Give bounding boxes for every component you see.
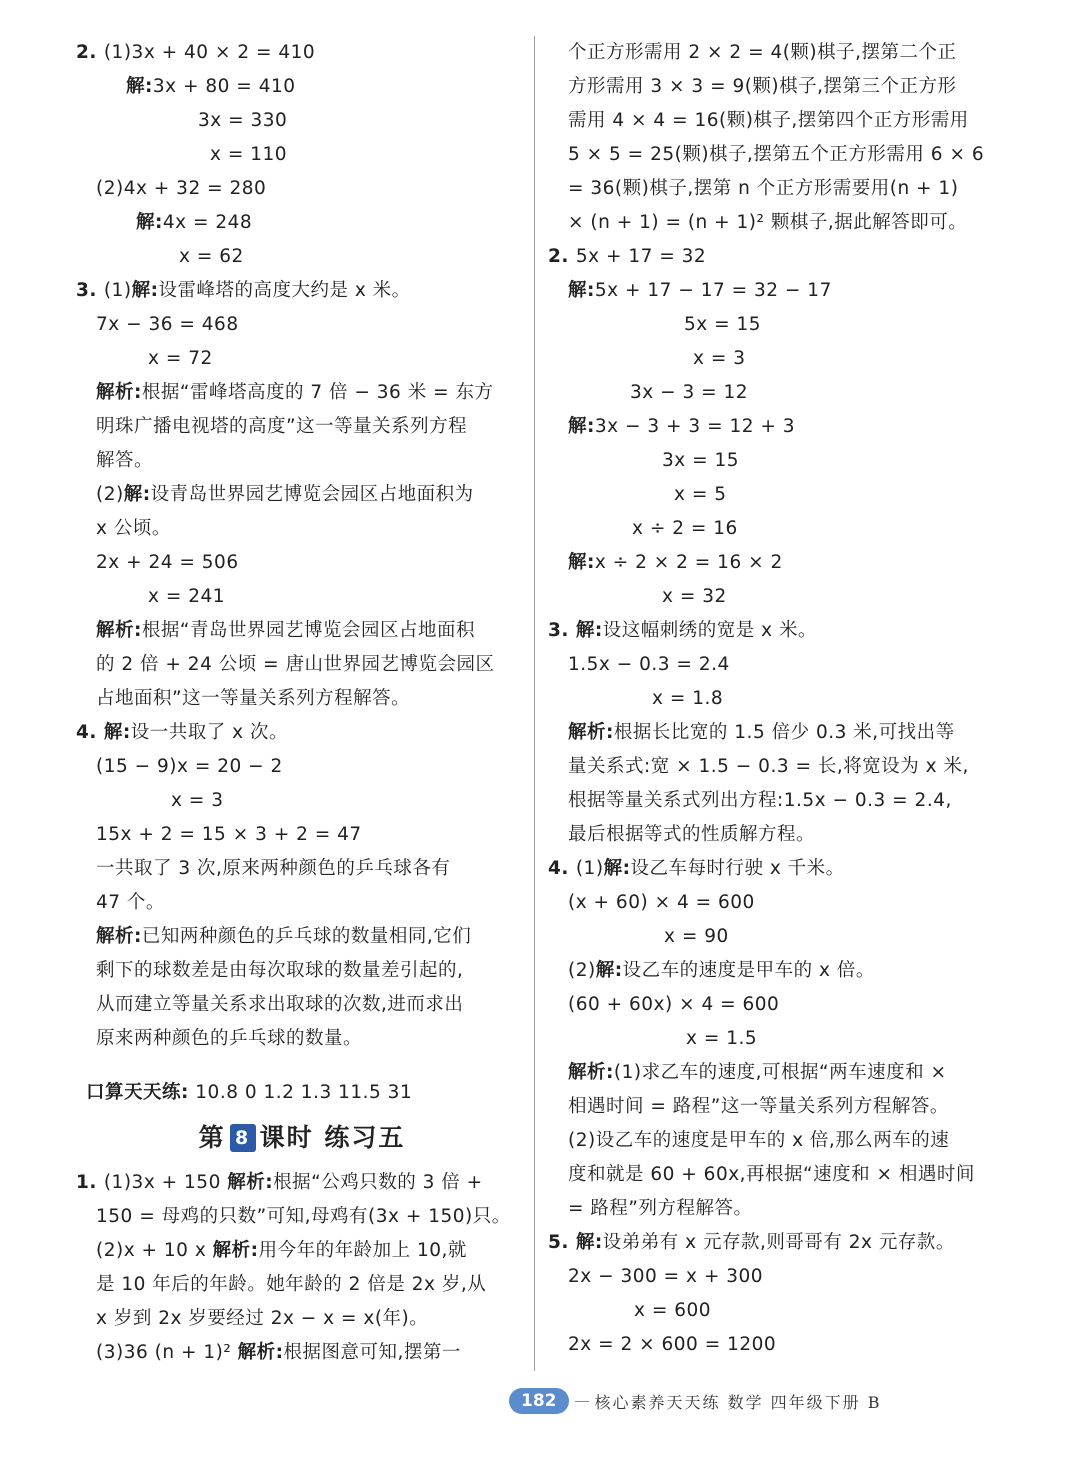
text-line xyxy=(76,682,528,716)
column-divider xyxy=(534,36,535,1371)
line-text: 设青岛世界园艺博览会园区占地面积为 xyxy=(150,484,474,505)
line-text: x = 90 xyxy=(664,926,729,947)
line-text: (1) xyxy=(575,858,604,879)
text-line xyxy=(76,1234,528,1268)
lesson-title: 课时 练习五 xyxy=(259,1123,406,1152)
line-text: x 岁到 2x 岁要经过 2x − x = x(年)。 xyxy=(96,1308,429,1329)
line-text: 设这幅刺绣的宽是 x 米。 xyxy=(602,620,817,641)
text-line xyxy=(76,478,528,512)
line-label: 4. xyxy=(76,722,104,743)
text-line xyxy=(548,1090,996,1124)
line-text: 量关系式:宽 × 1.5 − 0.3 = 长,将宽设为 x 米, xyxy=(568,756,969,777)
line-text: 5x + 17 = 32 xyxy=(575,246,707,267)
text-line xyxy=(548,138,996,172)
line-text: 根据等量关系式列出方程:1.5x − 0.3 = 2.4, xyxy=(568,790,952,811)
line-text: 5 × 5 = 25(颗)棋子,摆第五个正方形需用 6 × 6 xyxy=(568,144,985,165)
line-text: 个正方形需用 2 × 2 = 4(颗)棋子,摆第二个正 xyxy=(568,42,957,63)
text-line xyxy=(548,648,996,682)
line-text: 用今年的年龄加上 10,就 xyxy=(258,1240,467,1261)
text-line xyxy=(76,954,528,988)
text-line xyxy=(76,138,528,172)
text-line xyxy=(76,614,528,648)
line-text: 2x + 24 = 506 xyxy=(96,552,239,573)
text-line xyxy=(76,1336,528,1370)
line-label: 1. xyxy=(76,1172,104,1193)
text-line xyxy=(548,444,996,478)
text-line xyxy=(548,240,996,274)
text-line xyxy=(76,206,528,240)
text-line xyxy=(76,444,528,478)
line-text: 3x = 330 xyxy=(198,110,288,131)
line-label: 解: xyxy=(136,212,163,233)
text-line xyxy=(548,920,996,954)
text-line xyxy=(548,682,996,716)
text-line xyxy=(76,308,528,342)
line-label: 解: xyxy=(103,722,131,743)
line-text: 3x = 15 xyxy=(662,450,740,471)
line-text: 7x − 36 = 468 xyxy=(96,314,239,335)
line-text: 5x + 17 − 17 = 32 − 17 xyxy=(594,280,832,301)
footer-separator xyxy=(575,1401,589,1402)
page-footer xyxy=(509,1387,882,1415)
line-label: 3. xyxy=(76,280,104,301)
line-text: 设弟弟有 x 元存款,则哥哥有 2x 元存款。 xyxy=(602,1232,955,1253)
text-line xyxy=(76,988,528,1022)
line-text: x ÷ 2 = 16 xyxy=(632,518,738,539)
line-text: 2x = 2 × 600 = 1200 xyxy=(568,1334,777,1355)
line-label: 解: xyxy=(131,280,159,301)
text-line xyxy=(548,1124,996,1158)
line-text: (2)设乙车的速度是甲车的 x 倍,那么两车的速 xyxy=(568,1130,950,1151)
line-text: 方形需用 3 × 3 = 9(颗)棋子,摆第三个正方形 xyxy=(568,76,957,97)
line-text: x = 62 xyxy=(179,246,244,267)
line-text: 5x = 15 xyxy=(684,314,762,335)
line-label: 解析: xyxy=(212,1240,259,1261)
text-line xyxy=(548,104,996,138)
line-text: 已知两种颜色的乒乓球的数量相同,它们 xyxy=(141,926,472,947)
text-line xyxy=(548,308,996,342)
text-line xyxy=(76,852,528,886)
line-label: 解: xyxy=(595,960,623,981)
page-number: 182 xyxy=(509,1388,569,1414)
line-label: 解: xyxy=(126,76,153,97)
text-line xyxy=(548,1192,996,1226)
line-text: (2)x + 10 x xyxy=(96,1240,213,1261)
line-text: 设雷峰塔的高度大约是 x 米。 xyxy=(158,280,411,301)
text-line xyxy=(548,614,996,648)
line-text: x = 241 xyxy=(148,586,226,607)
line-label: 解: xyxy=(575,620,603,641)
text-line xyxy=(76,342,528,376)
text-line xyxy=(548,1328,996,1362)
text-line xyxy=(76,172,528,206)
line-text: 1.5x − 0.3 = 2.4 xyxy=(568,654,730,675)
line-label: 解析: xyxy=(96,382,142,403)
line-text: x = 600 xyxy=(634,1300,712,1321)
text-line xyxy=(76,1022,528,1056)
text-line xyxy=(76,104,528,138)
text-line xyxy=(76,886,528,920)
line-label: 解析: xyxy=(237,1342,284,1363)
text-line xyxy=(548,36,996,70)
text-line xyxy=(548,546,996,580)
text-line xyxy=(76,70,528,104)
line-label: 解析: xyxy=(96,620,142,641)
text-line xyxy=(548,172,996,206)
line-text: 设乙车的速度是甲车的 x 倍。 xyxy=(622,960,875,981)
line-text: 47 个。 xyxy=(96,892,165,913)
line-text: = 路程”列方程解答。 xyxy=(568,1198,753,1219)
line-text: 根据图意可知,摆第一 xyxy=(283,1342,461,1363)
text-line xyxy=(548,512,996,546)
text-line xyxy=(76,410,528,444)
line-text: 剩下的球数差是由每次取球的数量差引起的, xyxy=(96,960,464,981)
line-text: x 公顷。 xyxy=(96,518,171,539)
text-line xyxy=(548,886,996,920)
line-label: 口算天天练: xyxy=(86,1082,189,1103)
text-line xyxy=(548,410,996,444)
line-text: x = 1.5 xyxy=(686,1028,758,1049)
text-line xyxy=(548,1226,996,1260)
line-label: 3. xyxy=(548,620,576,641)
line-text: 相遇时间 = 路程”这一等量关系列方程解答。 xyxy=(568,1096,949,1117)
text-line xyxy=(548,1294,996,1328)
line-text: x ÷ 2 × 2 = 16 × 2 xyxy=(594,552,783,573)
text-line xyxy=(548,1260,996,1294)
text-line xyxy=(76,546,528,580)
line-text: 3x − 3 + 3 = 12 + 3 xyxy=(594,416,796,437)
text-line xyxy=(548,342,996,376)
line-text: 解答。 xyxy=(96,450,154,471)
line-text: x = 1.8 xyxy=(652,688,724,709)
line-text: 从而建立等量关系求出取球的次数,进而求出 xyxy=(96,994,464,1015)
line-label: 解: xyxy=(603,858,631,879)
text-line xyxy=(548,988,996,1022)
line-text: 4x = 248 xyxy=(162,212,253,233)
line-text: (1)3x + 40 × 2 = 410 xyxy=(103,42,316,63)
text-line xyxy=(548,784,996,818)
line-text: 设乙车每时行驶 x 千米。 xyxy=(630,858,845,879)
line-label: 解析: xyxy=(568,722,614,743)
line-text: × (n + 1) = (n + 1)² 颗棋子,据此解答即可。 xyxy=(568,212,968,233)
text-line xyxy=(548,716,996,750)
line-text: x = 110 xyxy=(210,144,288,165)
text-line xyxy=(76,750,528,784)
line-text: (1)求乙车的速度,可根据“两车速度和 × xyxy=(613,1062,947,1083)
text-line xyxy=(548,1158,996,1192)
line-text: 是 10 年后的年龄。她年龄的 2 倍是 2x 岁,从 xyxy=(96,1274,487,1295)
line-text: (1)3x + 150 xyxy=(103,1172,228,1193)
text-line xyxy=(76,784,528,818)
line-label: 4. xyxy=(548,858,576,879)
text-line xyxy=(76,1200,528,1234)
line-text: 3x + 80 = 410 xyxy=(152,76,296,97)
line-text: x = 5 xyxy=(674,484,727,505)
text-line xyxy=(548,852,996,886)
text-line xyxy=(548,1022,996,1056)
line-label: 2. xyxy=(76,42,104,63)
line-text: 需用 4 × 4 = 16(颗)棋子,摆第四个正方形需用 xyxy=(568,110,969,131)
line-text: 根据“雷峰塔高度的 7 倍 − 36 米 = 东方 xyxy=(141,382,494,403)
line-label: 解析: xyxy=(227,1172,274,1193)
line-text: x = 32 xyxy=(662,586,727,607)
line-text: (15 − 9)x = 20 − 2 xyxy=(96,756,283,777)
text-line xyxy=(548,580,996,614)
text-line xyxy=(548,818,996,852)
text-line xyxy=(76,376,528,410)
text-line xyxy=(76,818,528,852)
text-line xyxy=(76,920,528,954)
line-text: 原来两种颜色的乒乓球的数量。 xyxy=(96,1028,363,1049)
line-label: 解: xyxy=(568,416,595,437)
line-text: 根据长比宽的 1.5 倍少 0.3 米,可找出等 xyxy=(613,722,955,743)
line-text: 设一共取了 x 次。 xyxy=(130,722,288,743)
line-text: 根据“公鸡只数的 3 倍 + xyxy=(273,1172,483,1193)
text-line xyxy=(548,206,996,240)
text-line xyxy=(76,1076,528,1110)
line-text: 最后根据等式的性质解方程。 xyxy=(568,824,816,845)
line-label: 5. xyxy=(548,1232,576,1253)
right-column xyxy=(548,36,996,1362)
text-line xyxy=(548,1056,996,1090)
line-text: 明珠广播电视塔的高度”这一等量关系列方程 xyxy=(96,416,468,437)
line-label: 解析: xyxy=(96,926,142,947)
text-line xyxy=(76,1268,528,1302)
text-line xyxy=(548,274,996,308)
text-line xyxy=(76,36,528,70)
line-text: (2) xyxy=(96,484,124,505)
line-text: 150 = 母鸡的只数”可知,母鸡有(3x + 150)只。 xyxy=(96,1206,511,1227)
lesson-prefix: 第 xyxy=(198,1123,226,1152)
line-text: x = 3 xyxy=(693,348,746,369)
lesson-number-badge: 8 xyxy=(230,1124,256,1152)
line-text: (2)4x + 32 = 280 xyxy=(96,178,267,199)
line-text: x = 72 xyxy=(148,348,213,369)
line-text: 10.8 0 1.2 1.3 11.5 31 xyxy=(188,1082,413,1103)
line-text: 度和就是 60 + 60x,再根据“速度和 × 相遇时间 xyxy=(568,1164,975,1185)
text-line xyxy=(76,1302,528,1336)
lesson-heading xyxy=(76,1110,528,1166)
line-text: 15x + 2 = 15 × 3 + 2 = 47 xyxy=(96,824,362,845)
line-text: (1) xyxy=(103,280,132,301)
text-line xyxy=(548,70,996,104)
line-text: 3x − 3 = 12 xyxy=(630,382,749,403)
line-text: 2x − 300 = x + 300 xyxy=(568,1266,764,1287)
line-text: 占地面积”这一等量关系列方程解答。 xyxy=(96,688,411,709)
line-label: 解: xyxy=(568,280,595,301)
text-line xyxy=(76,274,528,308)
line-text: = 36(颗)棋子,摆第 n 个正方形需要用(n + 1) xyxy=(568,178,959,199)
line-text: x = 3 xyxy=(171,790,224,811)
section-gap xyxy=(76,1056,528,1076)
line-text: (3)36 (n + 1)² xyxy=(96,1342,238,1363)
text-line xyxy=(76,580,528,614)
text-line xyxy=(548,750,996,784)
text-line xyxy=(548,478,996,512)
text-line xyxy=(76,512,528,546)
line-text: (2) xyxy=(568,960,596,981)
book-title: 核心素养天天练 数学 四年级下册 B xyxy=(594,1392,882,1412)
text-line xyxy=(548,376,996,410)
line-text: (60 + 60x) × 4 = 600 xyxy=(568,994,780,1015)
left-column xyxy=(76,36,528,1370)
text-line xyxy=(76,240,528,274)
line-text: 根据“青岛世界园艺博览会园区占地面积 xyxy=(141,620,475,641)
line-label: 解析: xyxy=(568,1062,614,1083)
line-label: 解: xyxy=(575,1232,603,1253)
text-line xyxy=(76,648,528,682)
line-label: 2. xyxy=(548,246,576,267)
text-line xyxy=(548,954,996,988)
line-label: 解: xyxy=(568,552,595,573)
line-text: 一共取了 3 次,原来两种颜色的乒乓球各有 xyxy=(96,858,451,879)
line-text: (x + 60) × 4 = 600 xyxy=(568,892,755,913)
text-line xyxy=(76,716,528,750)
text-line xyxy=(76,1166,528,1200)
line-text: 的 2 倍 + 24 公顷 = 唐山世界园艺博览会园区 xyxy=(96,654,495,675)
line-label: 解: xyxy=(123,484,151,505)
